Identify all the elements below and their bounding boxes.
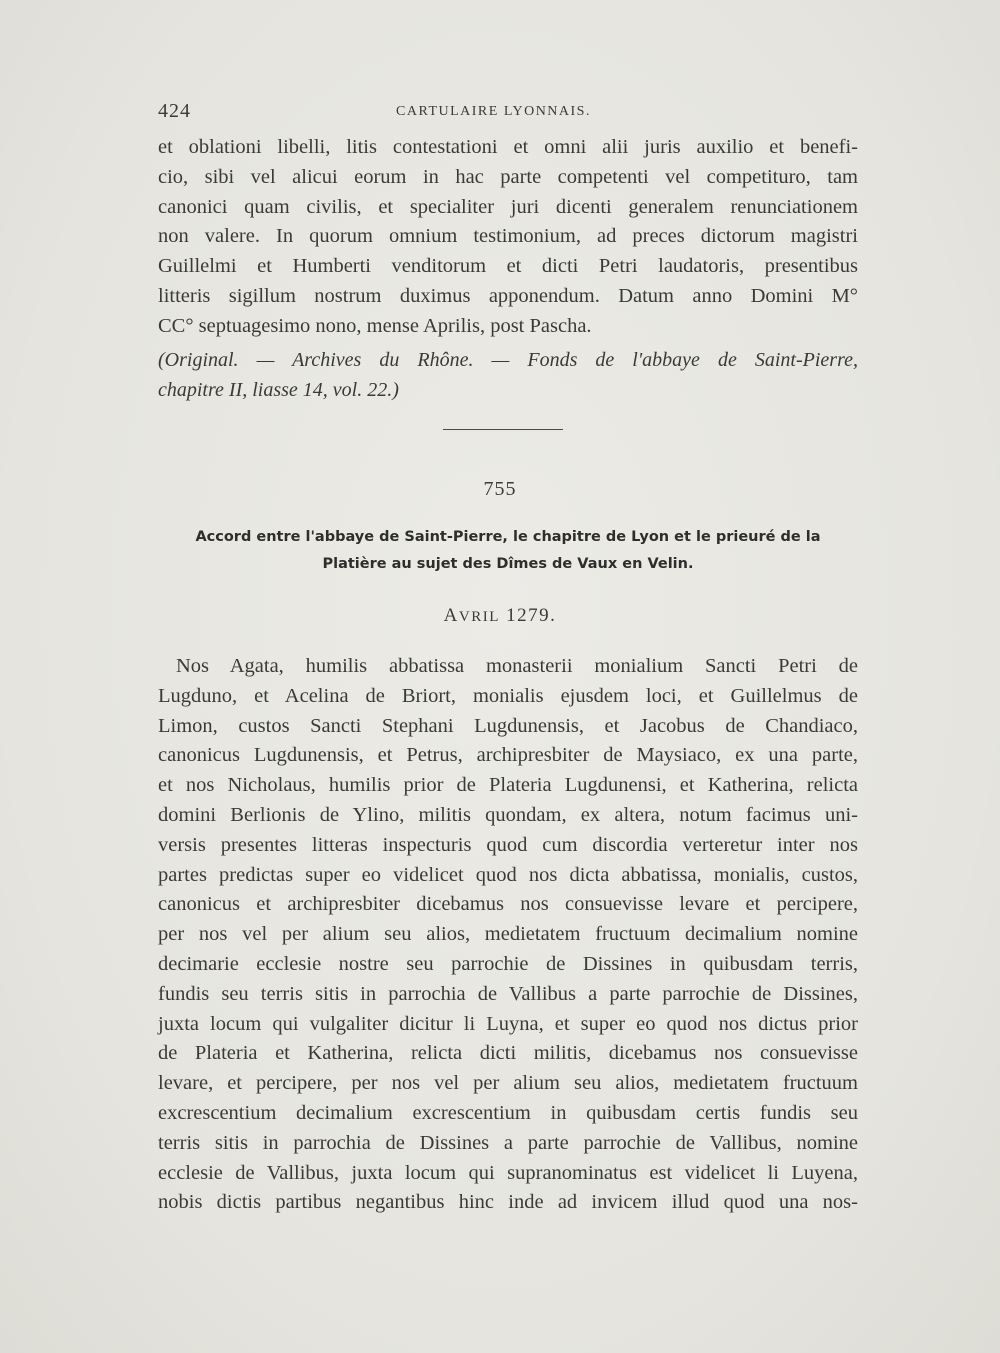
text-line: ecclesie de Vallibus, juxta locum qui supranominatus est videlicet li Luyena,: [158, 1161, 858, 1184]
text-line: canonicus et archipresbiter dicebamus nos consuevisse levare et percipere,: [158, 893, 858, 916]
document-title: [158, 524, 858, 578]
text-line: terris sitis in parrochia de Dissines a parte parrochie de Vallibus, nomine: [158, 1131, 858, 1154]
document-body: [158, 652, 858, 1218]
text-line: CC° septuagesimo nono, mense Aprilis, post Pascha.: [158, 314, 592, 337]
text-line: non valere. In quorum omnium testimonium, ad preces dictorum magistri: [158, 225, 858, 248]
text-line: et nos Nicholaus, humilis prior de Plateria Lugdunensi, et Katherina, relicta: [158, 774, 858, 797]
text-line: excrescentium decimalium excrescentium in quibusdam certis fundis seu: [158, 1101, 858, 1124]
date-year: 1279.: [506, 605, 557, 626]
text-line: litteris sigillum nostrum duximus apponendum. Datum anno Domini M°: [158, 284, 858, 307]
text-line: Limon, custos Sancti Stephani Lugdunensis, et Jacobus de Chandiaco,: [158, 714, 858, 737]
date-initial: A: [443, 605, 459, 626]
page-number: 424: [158, 100, 191, 122]
text-line: cio, sibi vel alicui eorum in hac parte competenti vel competituro, tam: [158, 165, 858, 188]
text-line: Lugduno, et Acelina de Briort, monialis ejusdem loci, et Guillelmus de: [158, 684, 858, 707]
source-citation: [158, 345, 858, 405]
text-line: levare, et percipere, per nos vel per alium seu alios, medietatem fructuum: [158, 1072, 858, 1095]
text-line: canonici quam civilis, et specialiter juri dicenti generalem renunciationem: [158, 195, 858, 218]
text-line: Nos Agata, humilis abbatissa monasterii monialium Sancti Petri de: [176, 655, 858, 677]
source-line: chapitre II, liasse 14, vol. 22.): [158, 379, 399, 401]
text-line: per nos vel per alium seu alios, medietatem fructuum decimalium nomine: [158, 923, 858, 946]
text-line: juxta locum qui vulgaliter dicitur li Luyna, et super eo quod nos dictus prior: [158, 1012, 858, 1035]
section-divider: [443, 429, 563, 430]
text-line: nobis dictis partibus negantibus hinc inde ad invicem illud quod una nos-: [158, 1191, 858, 1214]
text-line: fundis seu terris sitis in parrochia de Vallibus a parte parrochie de Dissines,: [158, 982, 858, 1005]
source-line: (Original. — Archives du Rhône. — Fonds de l'abbaye de Saint-Pierre,: [158, 349, 858, 371]
text-line: decimarie ecclesie nostre seu parrochie de Dissines in quibusdam terris,: [158, 952, 858, 975]
text-line: et oblationi libelli, litis contestationi et omni alii juris auxilio et benefi-: [158, 136, 858, 158]
text-line: canonicus Lugdunensis, et Petrus, archipresbiter de Maysiaco, ex una parte,: [158, 744, 858, 767]
text-line: versis presentes litteras inspecturis quod cum discordia verteretur inter nos: [158, 833, 858, 856]
continuation-text: [158, 133, 858, 342]
running-head: CARTULAIRE LYONNAIS.: [396, 104, 591, 119]
date-month: VRIL: [458, 609, 500, 625]
title-line: Accord entre l'abbaye de Saint-Pierre, le chapitre de Lyon et le prieuré de la: [195, 529, 821, 545]
document-date: [0, 605, 1000, 627]
text-line: de Plateria et Katherina, relicta dicti militis, dicebamus nos consuevisse: [158, 1042, 858, 1065]
document-number: 755: [483, 478, 517, 500]
text-line: Guillelmi et Humberti venditorum et dicti Petri laudatoris, presentibus: [158, 255, 858, 278]
page-header: [158, 100, 858, 130]
text-line: partes predictas super eo videlicet quod nos dicta abbatissa, monialis, custos,: [158, 863, 858, 886]
title-line: Platière au sujet des Dîmes de Vaux en Velin.: [322, 556, 694, 572]
text-line: domini Berlionis de Ylino, militis quondam, ex altera, notum facimus uni-: [158, 803, 858, 826]
